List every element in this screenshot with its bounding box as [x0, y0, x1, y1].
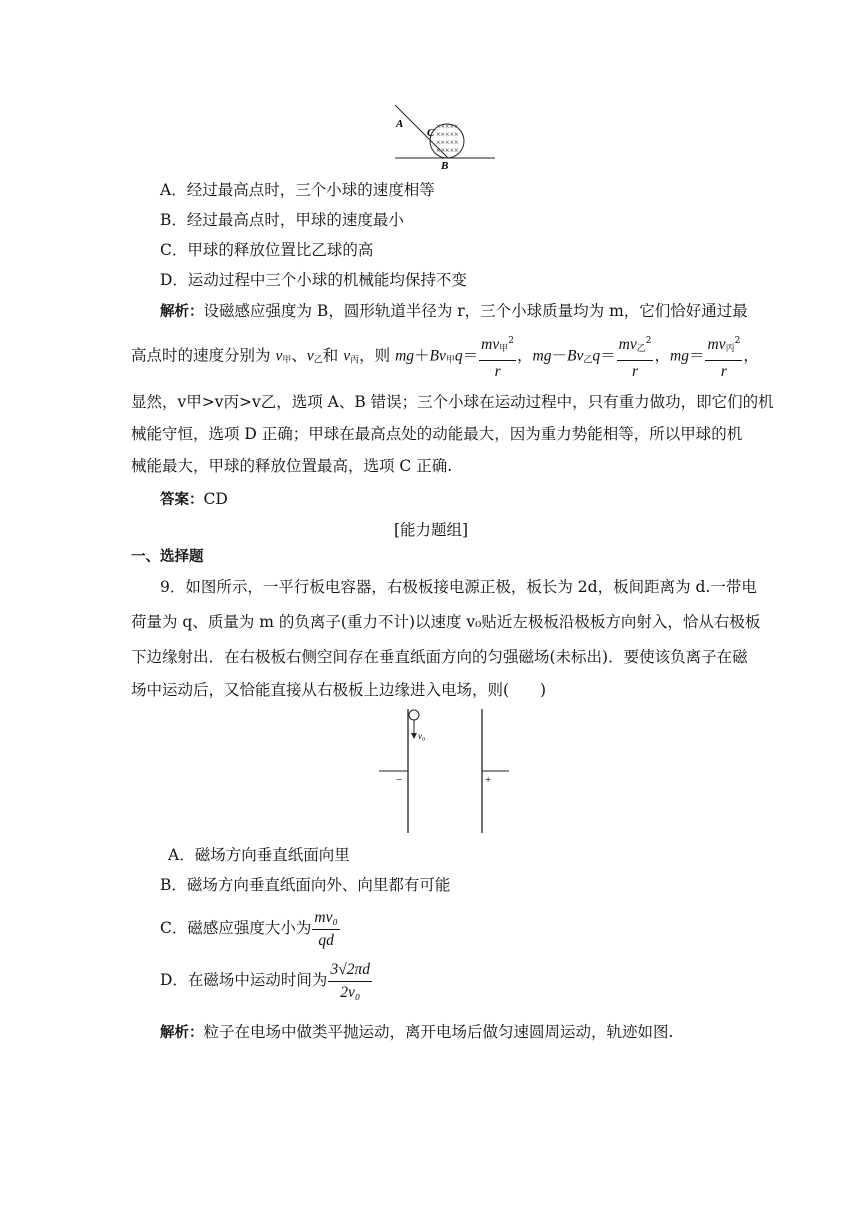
- minus-sign: −: [396, 774, 403, 786]
- option-b: B．经过最高点时，甲球的速度最小: [160, 211, 404, 229]
- analysis-line-4: 械能守恒，选项 D 正确；甲球在最高点处的动能最大，因为重力势能相等，所以甲球的机: [131, 425, 743, 443]
- subsection-title: 一、选择题: [131, 549, 204, 565]
- option-d: D．运动过程中三个小球的机械能均保持不变: [160, 271, 467, 289]
- v0-label: v₀: [418, 731, 426, 741]
- option2-a: A．磁场方向垂直纸面向里: [168, 846, 350, 864]
- svg-text:×××××: ×××××: [436, 130, 459, 139]
- analysis-line-3: 显然，v甲>v丙>v乙，选项 A、B 错误；三个小球在运动过程中，只有重力做功，即它们的机: [131, 393, 774, 411]
- q9-line-2: 荷量为 q、质量为 m 的负离子(重力不计)以速度 v₀贴近左极板沿极板方向射入，恰从右极板: [131, 613, 761, 631]
- figure-capacitor: [375, 705, 515, 835]
- label-c: C: [427, 127, 435, 139]
- analysis-line-1: 解析：设磁感应强度为 B，圆形轨道半径为 r，三个小球质量均为 m，它们恰好通过最: [160, 302, 748, 320]
- option-c: C．甲球的释放位置比乙球的高: [160, 241, 374, 259]
- answer-1: 答案：CD: [160, 490, 228, 508]
- option2-d: D．在磁场中运动时间为 $\frac{3√2\pi d}{\text{2v₀}}$: [160, 960, 370, 1001]
- svg-text:×××××: ×××××: [436, 122, 459, 131]
- analysis2-line: 解析：粒子在电场中做类平抛运动，离开电场后做匀速圆周运动，轨迹如图.: [160, 1023, 674, 1041]
- q9-line-3: 下边缘射出．在右极板右侧空间存在垂直纸面方向的匀强磁场(未标出)．要使该负离子在磁: [131, 648, 748, 666]
- plus-sign: +: [485, 774, 492, 786]
- svg-text:×××××: ×××××: [436, 138, 459, 147]
- analysis-label: 解析：: [160, 304, 204, 320]
- label-b: B: [441, 160, 449, 172]
- ion-icon: [409, 710, 419, 720]
- analysis-line-5: 械能最大，甲球的释放位置最高，选项 C 正确.: [131, 457, 453, 475]
- figure-incline-loop: [390, 100, 500, 172]
- option2-b: B．磁场方向垂直纸面向外、向里都有可能: [160, 876, 451, 894]
- option-a: A．经过最高点时，三个小球的速度相等: [160, 181, 435, 199]
- label-a: A: [396, 118, 404, 130]
- option2-c: C．磁感应强度大小为 $\frac{\text{mv₀}}{qd}$: [160, 908, 338, 949]
- analysis-line-2: 高点时的速度分别为 $v_甲$、$v_乙$和 $v_丙$，则 $mg+Bv_甲q=$ $\frac{mv_甲^2}{r}$ ，$mg-Bv_乙q=$ $\frac{mv_乙^2}{r}$ ，mg＝ $\frac{mv_丙^2}{r}$ ，: [131, 330, 731, 374]
- q9-line-1: 9．如图所示，一平行板电容器，右极板接电源正极，板长为 2d，板间距离为 d.一带电: [160, 578, 757, 596]
- svg-text:×××××: ×××××: [436, 146, 459, 155]
- section-title: [能力题组]: [393, 521, 469, 539]
- velocity-arrow-icon: [411, 733, 417, 739]
- q9-line-4: 场中运动后，又恰能直接从右极板上边缘进入电场，则( ): [131, 681, 547, 699]
